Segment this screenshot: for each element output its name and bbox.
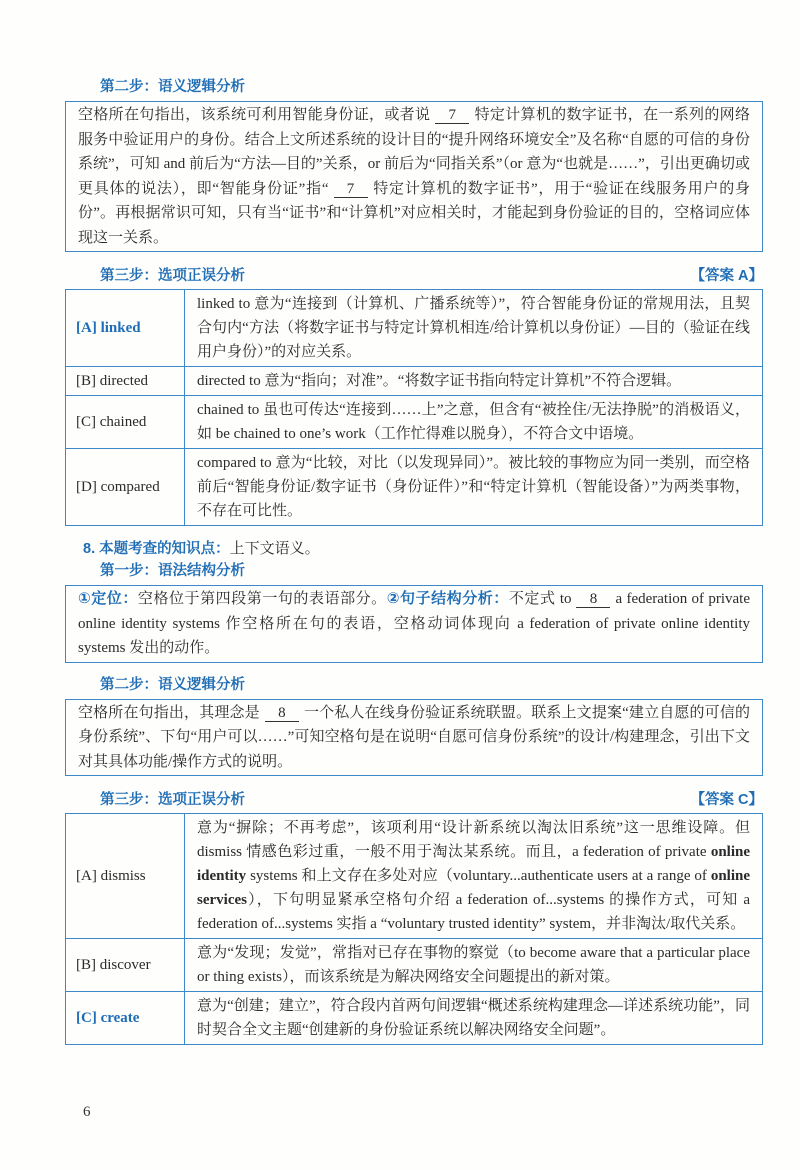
step-heading-q7-semantic-logic: 第二步：语义逻辑分析	[100, 79, 245, 95]
step-heading-q7-options: 第三步：选项正误分析	[100, 267, 245, 284]
option-label-a: [A] dismiss	[66, 814, 185, 939]
option-label-c: [C] chained	[66, 396, 185, 449]
option-explanation-c: chained to 虽也可传达“连接到……上”之意，但含有“被拴住/无法挣脱”的消极语义，如 be chained to one’s work（工作忙得难以脱身），不符合文中语境。	[185, 396, 763, 449]
step-heading-q8-semantic-logic: 第二步：语义逻辑分析	[100, 676, 245, 693]
options-table-q7	[65, 289, 763, 526]
answer-blank: 7	[334, 181, 368, 198]
option-explanation-a	[185, 814, 763, 939]
option-row-a	[66, 290, 763, 367]
option-explanation-b: 意为“发现；发觉”，常指对已存在事物的察觉（to become aware that a particular place or thing exists），而该系统是为解决网络安全问题提出的新对策。	[185, 939, 763, 992]
explanation-emphasis: online services	[197, 868, 750, 908]
page-number: 6	[83, 1104, 91, 1120]
analysis-text: 特定计算机的数字证书”，用于“验证在线服务用户的身份”。再根据常识可知，只有当“证书”和“计算机”对应相关时，才能起到身份验证的目的，空格词应体现这一关系。	[78, 180, 750, 246]
option-explanation-a: linked to 意为“连接到（计算机、广播系统等）”，符合智能身份证的常规用法，且契合句内“方法（将数字证书与特定计算机相连/给计算机以身份证）—目的（验证在线用户身份）”的对应关系。	[185, 290, 763, 367]
option-explanation-d: compared to 意为“比较，对比（以发现异同）”。被比较的事物应为同一类别，而空格前后“智能身份证/数字证书（身份证件）”和“特定计算机（智能设备）”为两类事物，不存在可比性。	[185, 449, 763, 526]
explanation-text: ），下句明显紧承空格句介绍 a federation of...systems 的操作方式，可知 a federation of...systems 实指 a “voluntary trusted identity” system，并非淘汰/取代关系。	[197, 892, 750, 932]
analysis-label-position: ①定位：	[78, 590, 138, 607]
analysis-box-q8-semantic-logic	[65, 699, 763, 777]
answer-badge-q8: 【答案 C】	[690, 791, 763, 808]
option-label-c: [C] create	[66, 992, 185, 1045]
option-label-b: [B] discover	[66, 939, 185, 992]
option-label-b: [B] directed	[66, 367, 185, 396]
option-label-a: [A] linked	[66, 290, 185, 367]
analysis-box-q7-semantic-logic	[65, 101, 763, 252]
question-8-title: 8. 本题考查的知识点：	[83, 541, 230, 557]
answer-blank: 8	[265, 705, 299, 722]
answer-blank: 8	[576, 591, 610, 608]
option-row-c	[66, 992, 763, 1045]
option-explanation-c: 意为“创建；建立”，符合段内首两句间逻辑“概述系统构建理念—详述系统功能”，同时契合全文主题“创建新的身份验证系统以解决网络安全问题”。	[185, 992, 763, 1045]
explanation-text: systems 和上文存在多处对应（voluntary...authenticate users at a range of	[246, 868, 711, 884]
analysis-label-structure: ②句子结构分析：	[386, 590, 509, 607]
option-row-c	[66, 396, 763, 449]
answer-blank: 7	[435, 107, 469, 124]
options-table-body	[66, 290, 763, 526]
document-body	[65, 76, 763, 1045]
step-heading-q8-options: 第三步：选项正误分析	[100, 791, 245, 808]
answer-badge-q7: 【答案 A】	[690, 267, 763, 284]
question-8-topic: 上下文语义。	[229, 541, 320, 557]
question-8-knowledge-point	[65, 538, 763, 560]
options-table-body	[66, 814, 763, 1045]
explanation-text: 意为“摒除；不再考虑”，该项利用“设计新系统以淘汰旧系统”这一思维设障。但 dismiss 情感色彩过重，一般不用于淘汰某系统。而且，a federation of private	[197, 820, 750, 860]
option-row-a	[66, 814, 763, 939]
option-row-d	[66, 449, 763, 526]
analysis-box-q8-grammar	[65, 585, 763, 663]
option-label-d: [D] compared	[66, 449, 185, 526]
analysis-text: 特定计算机的数字证书，在一系列的网络服务中验证用户的身份。结合上文所述系统的设计目的“提升网络环境安全”及名称“自愿的可信的身份系统”，可知 and 前后为“方法—目的”关系，or 前后为“同指关系”（or 意为“也就是……”，引出更确切或更具体的说法），即“智能身份证”指“	[78, 107, 750, 197]
option-row-b	[66, 939, 763, 992]
step-heading-q8-grammar: 第一步：语法结构分析	[100, 563, 245, 579]
step-heading-row-q7-options	[65, 263, 763, 285]
explanation-emphasis: online identity	[197, 844, 750, 884]
step-heading-row-q8-options	[65, 787, 763, 809]
analysis-text: 一个私人在线身份验证系统联盟。联系上文提案“建立自愿的可信的身份系统”、下句“用户可以……”可知空格句是在说明“自愿可信身份系统”的设计/构建理念，引出下文对其具体功能/操作方式的说明。	[78, 704, 750, 770]
options-table-q8	[65, 813, 763, 1045]
analysis-text: 空格位于第四段第一句的表语部分。	[137, 591, 387, 607]
analysis-text: 不定式 to	[508, 591, 572, 607]
option-explanation-b: directed to 意为“指向；对准”。“将数字证书指向特定计算机”不符合逻辑。	[185, 367, 763, 396]
analysis-text: a federation of private online identity systems 作空格所在句的表语，空格动词体现向 a federation of private online identity systems 发出的动作。	[78, 591, 750, 656]
option-row-b	[66, 367, 763, 396]
analysis-text: 空格所在句指出，其理念是	[78, 704, 260, 721]
analysis-text: 空格所在句指出，该系统可利用智能身份证，或者说	[78, 107, 431, 123]
